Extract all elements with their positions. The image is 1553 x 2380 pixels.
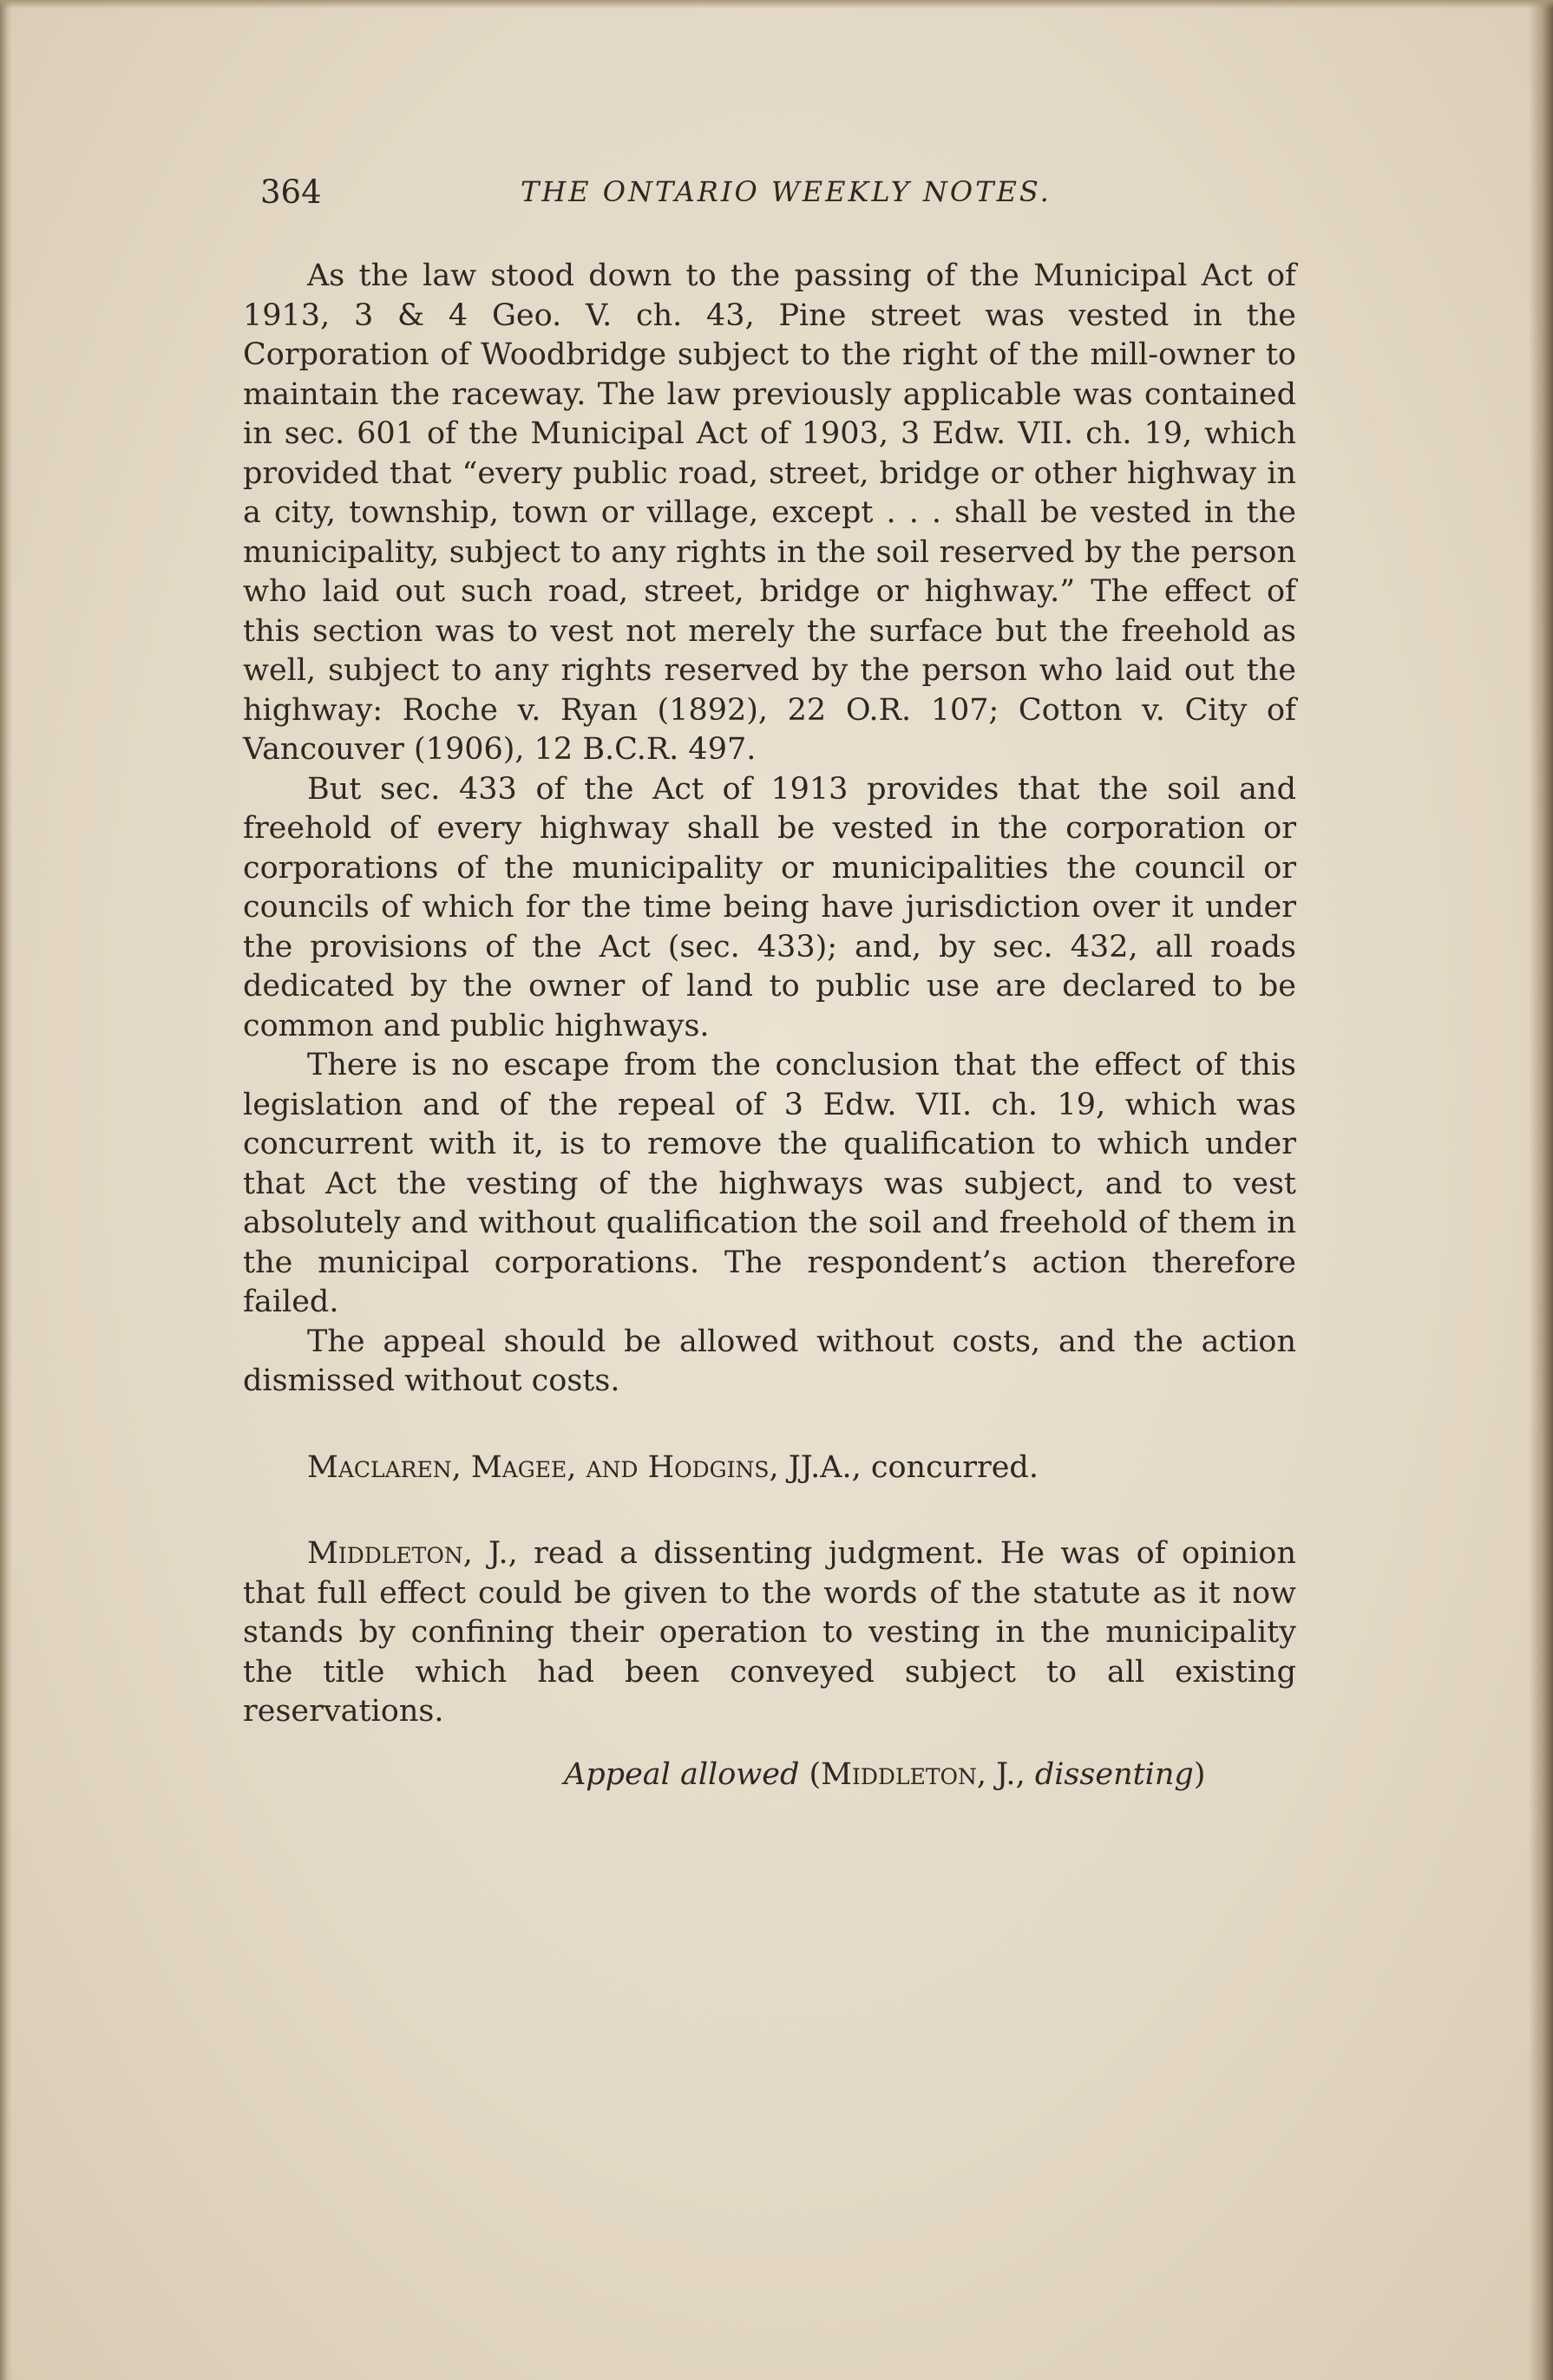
disposition-note: dissenting: [1034, 1757, 1194, 1792]
spacer: [243, 1488, 1296, 1534]
concurrence-line: [243, 1448, 1296, 1488]
disposition-line: [564, 1756, 1293, 1795]
paragraph-law-history: As the law stood down to the passing of the Municipal Act of 1913, 3 & 4 Geo. V. ch. 43, Pine street was vested in the Corporation of Woodbridge subject to the right of the mill-owner to maintain the raceway. The law previously applicable was contained in sec. 601 of the Municipal Act of 1903, 3 Edw. VII. ch. 19, which provided that “every public road, street, bridge or other highway in a city, township, town or village, except . . . shall be vested in the municipality, subject to any rights in the soil reserved by the person who laid out such road, street, bridge or highway.” The effect of this section was to vest not merely the surface but the freehold as well, subject to any rights reserved by the person who laid out the highway: Roche v. Ryan (1892), 22 O.R. 107; Cotton v. City of Vancouver (1906), 12 B.C.R. 497.: [243, 258, 1296, 767]
disposition-close-paren: ): [1193, 1757, 1206, 1792]
paragraph-act-1913: But sec. 433 of the Act of 1913 provides that the soil and freehold of every highway shall be vested in the corporation or corporations of the municipality or municipalities the council or councils of which for the time being have jurisdiction over it under the provisions of the Act (sec. 433); and, by sec. 432, all roads dedicated by the owner of land to public use are declared to be common and public highways.: [243, 771, 1296, 1043]
body-text: [243, 257, 1296, 1732]
disposition-result: Appeal allowed: [564, 1757, 800, 1792]
running-title: THE ONTARIO WEEKLY NOTES.: [521, 175, 1052, 208]
paragraph-appeal-result: The appeal should be allowed without costs, and the action dismissed without costs.: [243, 1324, 1296, 1398]
paragraph-conclusion: There is no escape from the conclusion that the effect of this legislation and of the repeal of 3 Edw. VII. ch. 19, which was concurrent with it, is to remove the qualification to which under that Act the vesting of the highways was subject, and to vest absolutely and without qualification the soil and freehold of them in the municipal corporations. The respondent’s action therefore failed.: [243, 1048, 1296, 1319]
spacer: [243, 1402, 1296, 1448]
disposition-open-paren: (: [799, 1757, 822, 1792]
disposition-judge: Middleton, J.: [821, 1757, 1016, 1792]
page-header: [260, 173, 1301, 226]
dissenting-judge: Middleton, J.: [307, 1536, 508, 1571]
page-right-edge: [1529, 0, 1553, 2380]
concurrence-text: , concurred.: [851, 1449, 1039, 1485]
dissent-paragraph: [243, 1534, 1296, 1732]
concurring-judges: Maclaren, Magee, and Hodgins, JJ.A.: [307, 1449, 852, 1485]
dissent-text: , read a dissenting judgment. He was of opinion that full effect could be given to the words of the statute as it now stands by confining their operation to vesting in the municipality the title which had been conveyed subject to all existing reservations.: [243, 1536, 1296, 1729]
page-top-edge: [0, 0, 1553, 9]
page-left-edge: [0, 0, 12, 2380]
disposition-comma: ,: [1015, 1757, 1035, 1792]
page-number: 364: [260, 173, 322, 211]
